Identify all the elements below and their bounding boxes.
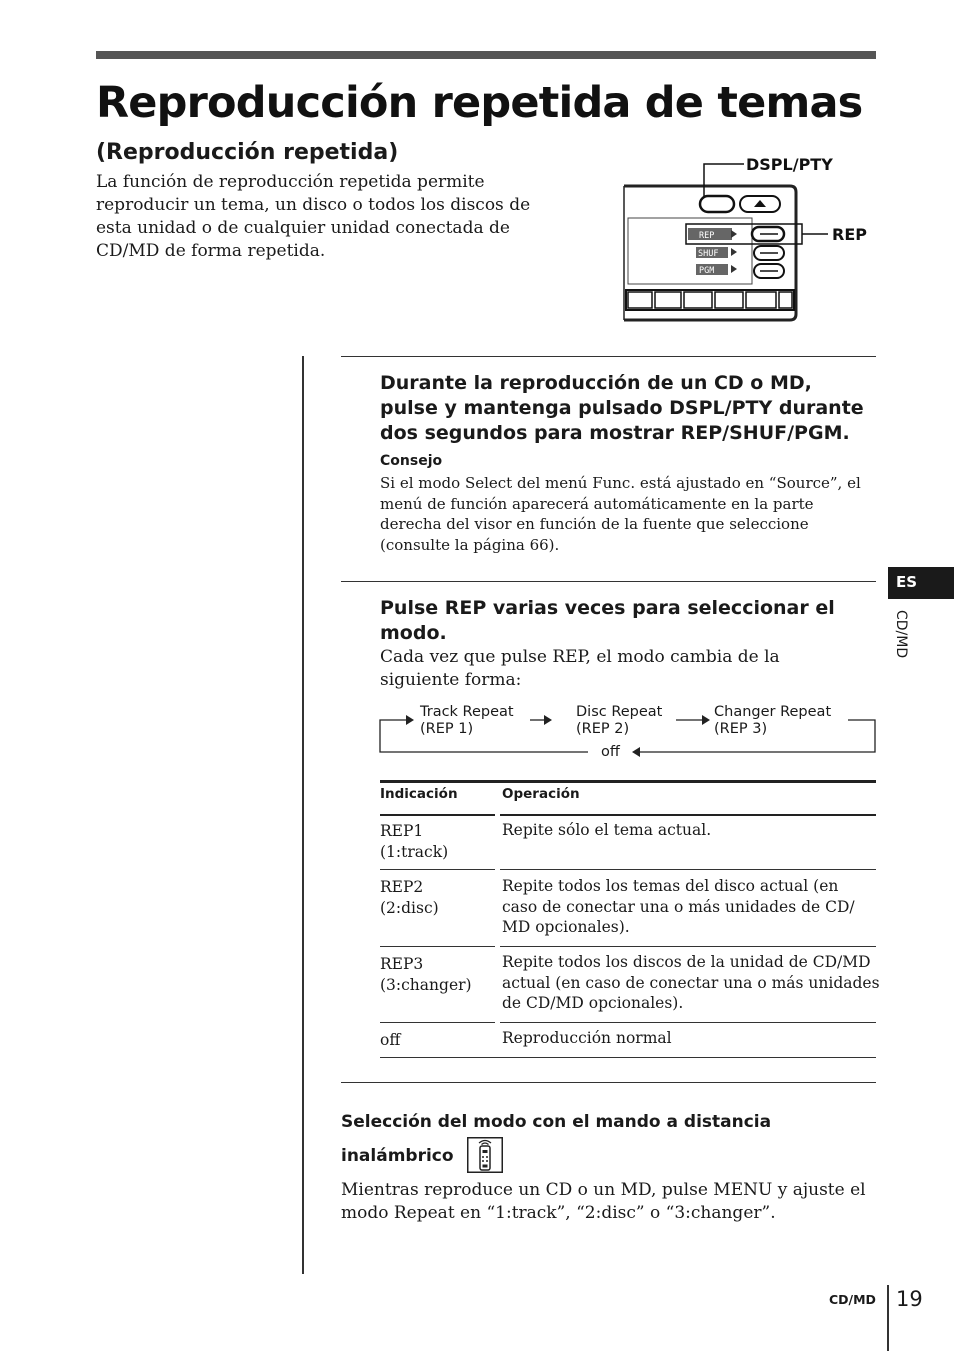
step1-heading: Durante la reproducción de un CD o MD, pulse y mantenga pulsado DSPL/PTY durante dos segundos para mostrar REP/SHUF/PGM.	[380, 372, 864, 444]
tip-text: Si el modo Select del menú Func. está ajustado en “Source”, el menú de función aparecerá automáticamente en la parte derecha del visor en función de la fuente que seleccione (consulte la página 66).	[380, 474, 861, 554]
step2-heading: Pulse REP varias veces para seleccionar el modo.	[380, 597, 835, 644]
dspl-pty-label: DSPL/PTY	[746, 155, 833, 174]
remote-control-icon	[467, 1137, 503, 1173]
tip-label: Consejo	[380, 453, 443, 469]
language-tab: ES	[888, 567, 954, 599]
page-number: 19	[896, 1287, 923, 1311]
step2-text: Cada vez que pulse REP, el modo cambia de la siguiente forma:	[380, 647, 780, 690]
table-cell-operation: Repite todos los discos de la unidad de CD/MD actual (en caso de conectar una o más unidades de CD/MD opcionales).	[502, 953, 880, 1012]
remote-heading-line1: Selección del modo con el mando a distancia	[341, 1112, 772, 1132]
cycle-item-disc-repeat: Disc Repeat (REP 2)	[576, 704, 663, 737]
remote-text: Mientras reproduce un CD o un MD, pulse MENU y ajuste el modo Repeat en “1:track”, “2:disc” o “3:changer”.	[341, 1180, 866, 1223]
table-cell-operation: Repite todos los temas del disco actual (en caso de conectar una o más unidades de CD/ MD opcionales).	[502, 877, 855, 936]
footer-section-label: CD/MD	[829, 1292, 876, 1307]
remote-heading-line2: inalámbrico	[341, 1146, 454, 1166]
table-cell-operation: Repite sólo el tema actual.	[502, 821, 712, 839]
cycle-item-track-repeat: Track Repeat (REP 1)	[420, 704, 514, 737]
table-header-indication: Indicación	[380, 786, 458, 802]
table-top-rule	[380, 780, 876, 783]
section-side-label: CD/MD	[893, 610, 909, 659]
page-subtitle: (Reproducción repetida)	[96, 140, 399, 165]
table-row: REP2 (2:disc)	[380, 878, 439, 917]
table-cell-operation: Reproducción normal	[502, 1029, 672, 1047]
table-row: REP1 (1:track)	[380, 822, 449, 861]
table-row: off	[380, 1031, 401, 1049]
display-pgm-text: PGM	[699, 266, 715, 276]
cycle-item-changer-repeat: Changer Repeat (REP 3)	[714, 704, 832, 737]
page-title: Reproducción repetida de temas	[96, 78, 863, 128]
display-shuf-text: SHUF	[698, 249, 719, 259]
rep-label: REP	[832, 225, 867, 244]
display-rep-text: REP	[699, 231, 715, 241]
footer-rule	[887, 1285, 889, 1351]
table-row: REP3 (3:changer)	[380, 955, 472, 994]
cycle-item-off: off	[601, 744, 620, 760]
table-header-operation: Operación	[502, 786, 580, 802]
intro-paragraph: La función de reproducción repetida permite reproducir un tema, un disco o todos los discos de esta unidad o de cualquier unidad conectada de CD/MD de forma repetida.	[96, 172, 531, 261]
